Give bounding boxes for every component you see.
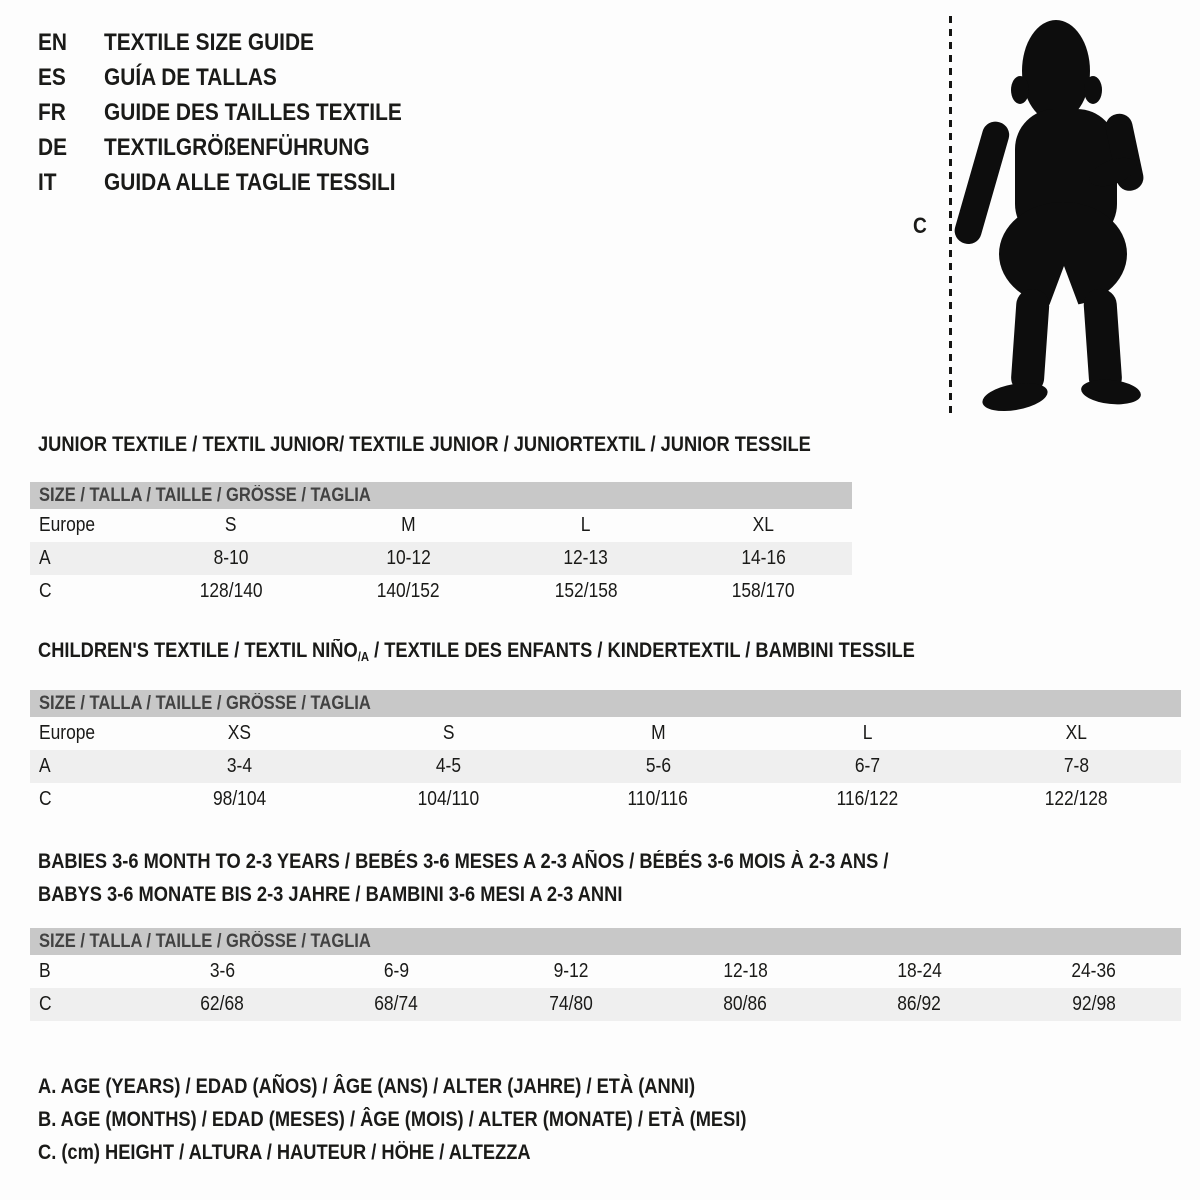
junior-columns-row xyxy=(30,509,852,542)
height-cell: 68/74 xyxy=(374,993,419,1015)
lang-code-en: EN xyxy=(38,28,68,56)
measure-label-c: C xyxy=(913,213,927,238)
junior-size-xl: XL xyxy=(752,514,774,536)
age-cell: 24-36 xyxy=(1071,960,1117,982)
age-cell: 14-16 xyxy=(740,547,786,569)
age-cell: 5-6 xyxy=(645,755,671,777)
babies-row-age-months xyxy=(30,955,1181,988)
lang-row-es xyxy=(38,60,446,95)
age-cell: 6-7 xyxy=(854,755,880,777)
height-cell: 92/98 xyxy=(1072,993,1116,1015)
junior-row-height xyxy=(30,575,852,608)
height-cell: 86/92 xyxy=(897,993,942,1015)
age-cell: 7-8 xyxy=(1063,755,1089,777)
age-cell: 12-13 xyxy=(563,547,609,569)
height-cell: 158/170 xyxy=(731,580,795,602)
age-cell: 18-24 xyxy=(897,960,942,982)
legend-block xyxy=(38,1070,852,1169)
height-cell: 128/140 xyxy=(199,580,263,602)
lang-row-fr xyxy=(38,95,446,130)
lang-code-it: IT xyxy=(38,168,57,196)
children-row-height xyxy=(30,783,1181,816)
babies-title-line2: BABYS 3-6 MONATE BIS 2-3 JAHRE / BAMBINI 3-6 MESI A 2-3 ANNI xyxy=(38,883,623,906)
junior-size-table xyxy=(30,482,852,608)
children-size-header-bar: SIZE / TALLA / TAILLE / GRÖSSE / TAGLIA xyxy=(30,690,1181,717)
height-cell: 116/122 xyxy=(836,788,899,810)
children-row-age xyxy=(30,750,1181,783)
age-cell: 3-6 xyxy=(209,960,235,982)
age-cell: 8-10 xyxy=(213,547,249,569)
junior-region-label: Europe xyxy=(39,514,96,536)
height-cell: 110/116 xyxy=(627,788,689,810)
lang-code-fr: FR xyxy=(38,98,66,126)
lang-row-en xyxy=(38,25,446,60)
age-cell: 10-12 xyxy=(385,547,431,569)
lang-label-es: GUÍA DE TALLAS xyxy=(104,63,277,91)
height-cell: 74/80 xyxy=(549,993,593,1015)
nino-a-subscript: /A xyxy=(357,649,370,664)
lang-row-it xyxy=(38,165,446,200)
row-label: C xyxy=(39,788,52,810)
children-region-label: Europe xyxy=(39,722,96,744)
children-columns-row xyxy=(30,717,1181,750)
row-label: C xyxy=(39,580,52,602)
lang-label-en: TEXTILE SIZE GUIDE xyxy=(104,28,314,56)
junior-size-m: M xyxy=(400,514,416,536)
age-cell: 6-9 xyxy=(383,960,410,982)
lang-label-it: GUIDA ALLE TAGLIE TESSILI xyxy=(104,168,396,196)
children-size-s: S xyxy=(442,722,455,744)
lang-code-es: ES xyxy=(38,63,66,91)
row-label: C xyxy=(39,993,52,1015)
lang-code-de: DE xyxy=(38,133,68,161)
height-cell: 62/68 xyxy=(200,993,244,1015)
junior-section-title: JUNIOR TEXTILE / TEXTIL JUNIOR/ TEXTILE JUNIOR / JUNIORTEXTIL / JUNIOR TESSILE xyxy=(38,433,811,456)
lang-label-de: TEXTILGRÖßENFÜHRUNG xyxy=(104,133,370,161)
children-size-table xyxy=(30,690,1181,816)
babies-section-title xyxy=(38,845,1016,911)
babies-title-line1: BABIES 3-6 MONTH TO 2-3 YEARS / BEBÉS 3-6 MESES A 2-3 AÑOS / BÉBÉS 3-6 MOIS À 2-3 ANS / xyxy=(38,850,889,873)
legend-line-b: B. AGE (MONTHS) / EDAD (MESES) / ÂGE (MOIS) / ALTER (MONATE) / ETÀ (MESI) xyxy=(38,1108,747,1131)
height-cell: 140/152 xyxy=(376,580,440,602)
row-label: A xyxy=(39,755,51,777)
babies-size-header-bar: SIZE / TALLA / TAILLE / GRÖSSE / TAGLIA xyxy=(30,928,1181,955)
legend-line-c: C. (cm) HEIGHT / ALTURA / HAUTEUR / HÖHE / ALTEZZA xyxy=(38,1141,531,1164)
junior-row-age xyxy=(30,542,852,575)
age-cell: 12-18 xyxy=(722,960,768,982)
height-cell: 152/158 xyxy=(554,580,618,602)
height-cell: 98/104 xyxy=(212,788,267,810)
babies-row-height xyxy=(30,988,1181,1021)
toddler-silhouette-image xyxy=(953,14,1153,424)
junior-size-s: S xyxy=(224,514,237,536)
junior-size-header-bar: SIZE / TALLA / TAILLE / GRÖSSE / TAGLIA xyxy=(30,482,852,509)
legend-line-a: A. AGE (YEARS) / EDAD (AÑOS) / ÂGE (ANS) / ALTER (JAHRE) / ETÀ (ANNI) xyxy=(38,1075,696,1098)
lang-row-de xyxy=(38,130,446,165)
height-measure-dashed-line xyxy=(949,16,952,416)
row-label: A xyxy=(39,547,51,569)
children-size-xl: XL xyxy=(1065,722,1088,744)
babies-size-table xyxy=(30,928,1181,1021)
age-cell: 3-4 xyxy=(227,755,253,777)
row-label: B xyxy=(39,960,51,982)
language-title-block xyxy=(38,25,446,200)
height-cell: 122/128 xyxy=(1044,788,1108,810)
children-size-m: M xyxy=(650,722,666,744)
age-cell: 4-5 xyxy=(436,755,462,777)
lang-label-fr: GUIDE DES TAILLES TEXTILE xyxy=(104,98,402,126)
height-cell: 104/110 xyxy=(417,788,480,810)
age-cell: 9-12 xyxy=(553,960,589,982)
children-section-title: CHILDREN'S TEXTILE / TEXTIL $NIÑO_{/A}$ / TEXTILE DES ENFANTS / KINDERTEXTIL / BAMBINI TESSILE xyxy=(38,639,915,664)
junior-size-l: L xyxy=(580,514,591,536)
height-cell: 80/86 xyxy=(723,993,767,1015)
children-size-xs: XS xyxy=(227,722,252,744)
children-size-l: L xyxy=(862,722,873,744)
